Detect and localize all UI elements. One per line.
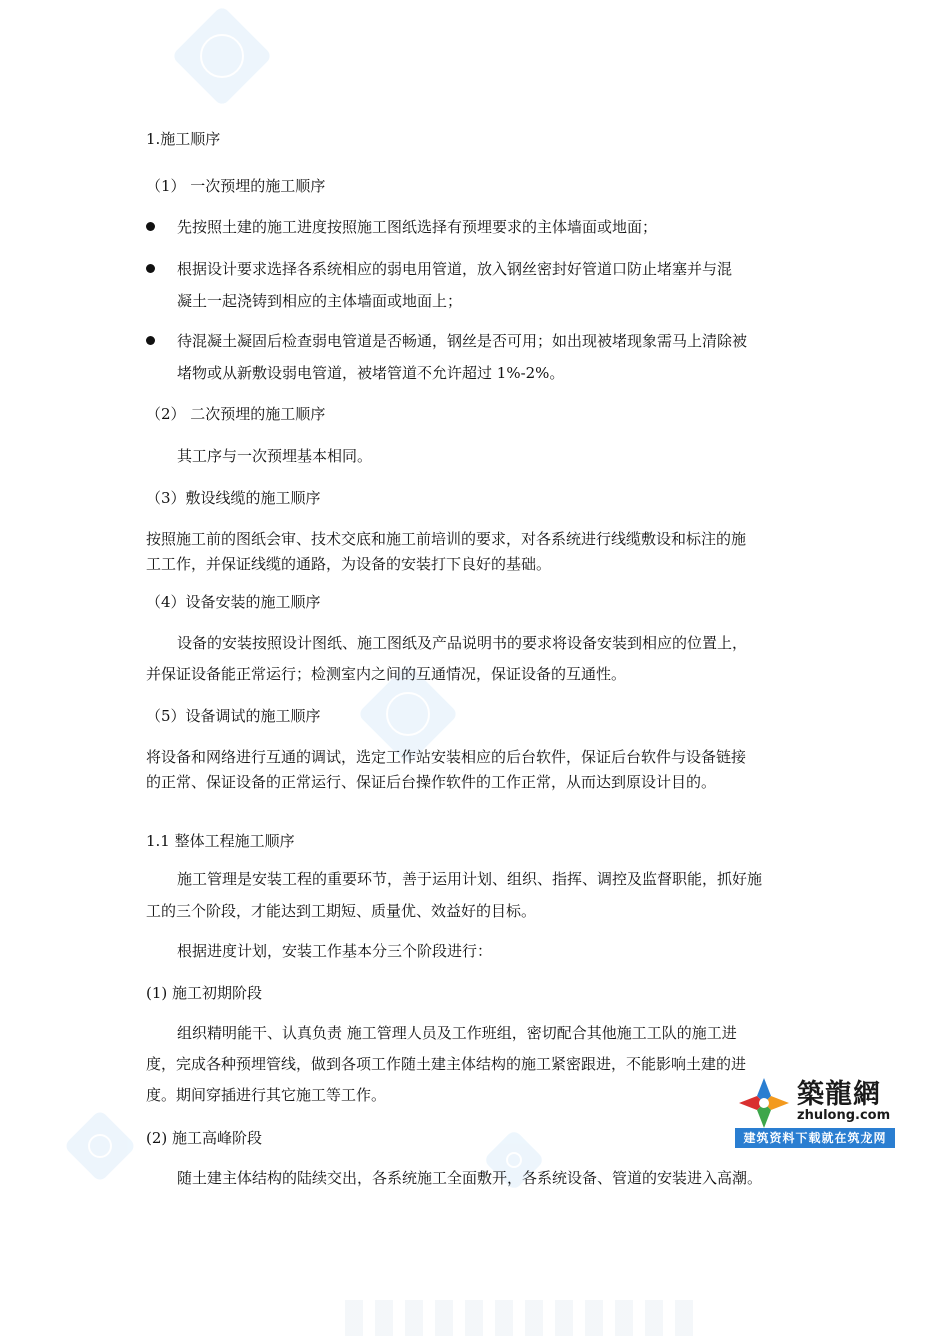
bullet-text: 待混凝土凝固后检查弱电管道是否畅通，钢丝是否可用；如出现被堵现象需马上清除被 — [177, 332, 748, 350]
blurred-footer — [345, 1300, 705, 1336]
section-heading: 1.施工顺序 — [146, 130, 221, 148]
subsection-title: (2) 施工高峰阶段 — [146, 1129, 263, 1147]
logo-chinese-name: 築龍網 — [797, 1079, 881, 1110]
paragraph-text: 根据进度计划，安装工作基本分三个阶段进行： — [177, 942, 493, 960]
paragraph-text: 按照施工前的图纸会审、技术交底和施工前培训的要求，对各系统进行线缆敷设和标注的施 — [146, 530, 747, 548]
paragraph-text: 并保证设备能正常运行；检测室内之间的互通情况，保证设备的互通性。 — [146, 665, 627, 683]
zhulong-flower-icon — [737, 1076, 791, 1130]
logo-domain: zhulong.com — [797, 1108, 891, 1123]
bullet-icon — [146, 336, 155, 345]
logo-slogan: 建筑资料下载就在筑龙网 — [735, 1128, 895, 1148]
subsection-title: (1) 施工初期阶段 — [146, 984, 263, 1002]
section-heading: 1.1 整体工程施工顺序 — [146, 832, 295, 850]
paragraph-text: 设备的安装按照设计图纸、施工图纸及产品说明书的要求将设备安装到相应的位置上， — [177, 634, 748, 652]
paragraph-text: 工的三个阶段，才能达到工期短、质量优、效益好的目标。 — [146, 902, 537, 920]
bullet-icon — [146, 264, 155, 273]
bullet-text: 根据设计要求选择各系统相应的弱电用管道，放入钢丝密封好管道口防止堵塞并与混 — [177, 260, 733, 278]
paragraph-text: 随土建主体结构的陆续交出，各系统施工全面敷开，各系统设备、管道的安装进入高潮。 — [177, 1169, 763, 1187]
paragraph-text: 将设备和网络进行互通的调试，选定工作站安装相应的后台软件，保证后台软件与设备链接 — [146, 748, 747, 766]
bullet-icon — [146, 222, 155, 231]
paragraph-text: 度。期间穿插进行其它施工等工作。 — [146, 1086, 387, 1104]
paragraph-text: 度，完成各种预埋管线，做到各项工作随土建主体结构的施工紧密跟进，不能影响土建的进 — [146, 1055, 747, 1073]
bullet-text: 凝土一起浇铸到相应的主体墙面或地面上； — [177, 292, 463, 310]
zhulong-logo — [735, 1072, 895, 1150]
subsection-title: （1） 一次预埋的施工顺序 — [146, 177, 326, 195]
subsection-title: （3）敷设线缆的施工顺序 — [146, 489, 321, 507]
watermark-flower-icon — [63, 1109, 137, 1183]
bullet-text: 堵物或从新敷设弱电管道，被堵管道不允许超过 1%-2%。 — [177, 364, 565, 382]
paragraph-text: 的正常、保证设备的正常运行、保证后台操作软件的工作正常，从而达到原设计目的。 — [146, 773, 717, 791]
paragraph-text: 组织精明能干、认真负责 施工管理人员及工作班组，密切配合其他施工工队的施工进 — [177, 1024, 737, 1042]
subsection-title: （4）设备安装的施工顺序 — [146, 593, 321, 611]
paragraph-text: 其工序与一次预埋基本相同。 — [177, 447, 373, 465]
paragraph-text: 工工作，并保证线缆的通路，为设备的安装打下良好的基础。 — [146, 555, 552, 573]
paragraph-text: 施工管理是安装工程的重要环节，善于运用计划、组织、指挥、调控及监督职能，抓好施 — [177, 870, 763, 888]
bullet-text: 先按照土建的施工进度按照施工图纸选择有预埋要求的主体墙面或地面； — [177, 218, 658, 236]
subsection-title: （5）设备调试的施工顺序 — [146, 707, 321, 725]
watermark-flower-icon — [171, 5, 273, 107]
subsection-title: （2） 二次预埋的施工顺序 — [146, 405, 326, 423]
